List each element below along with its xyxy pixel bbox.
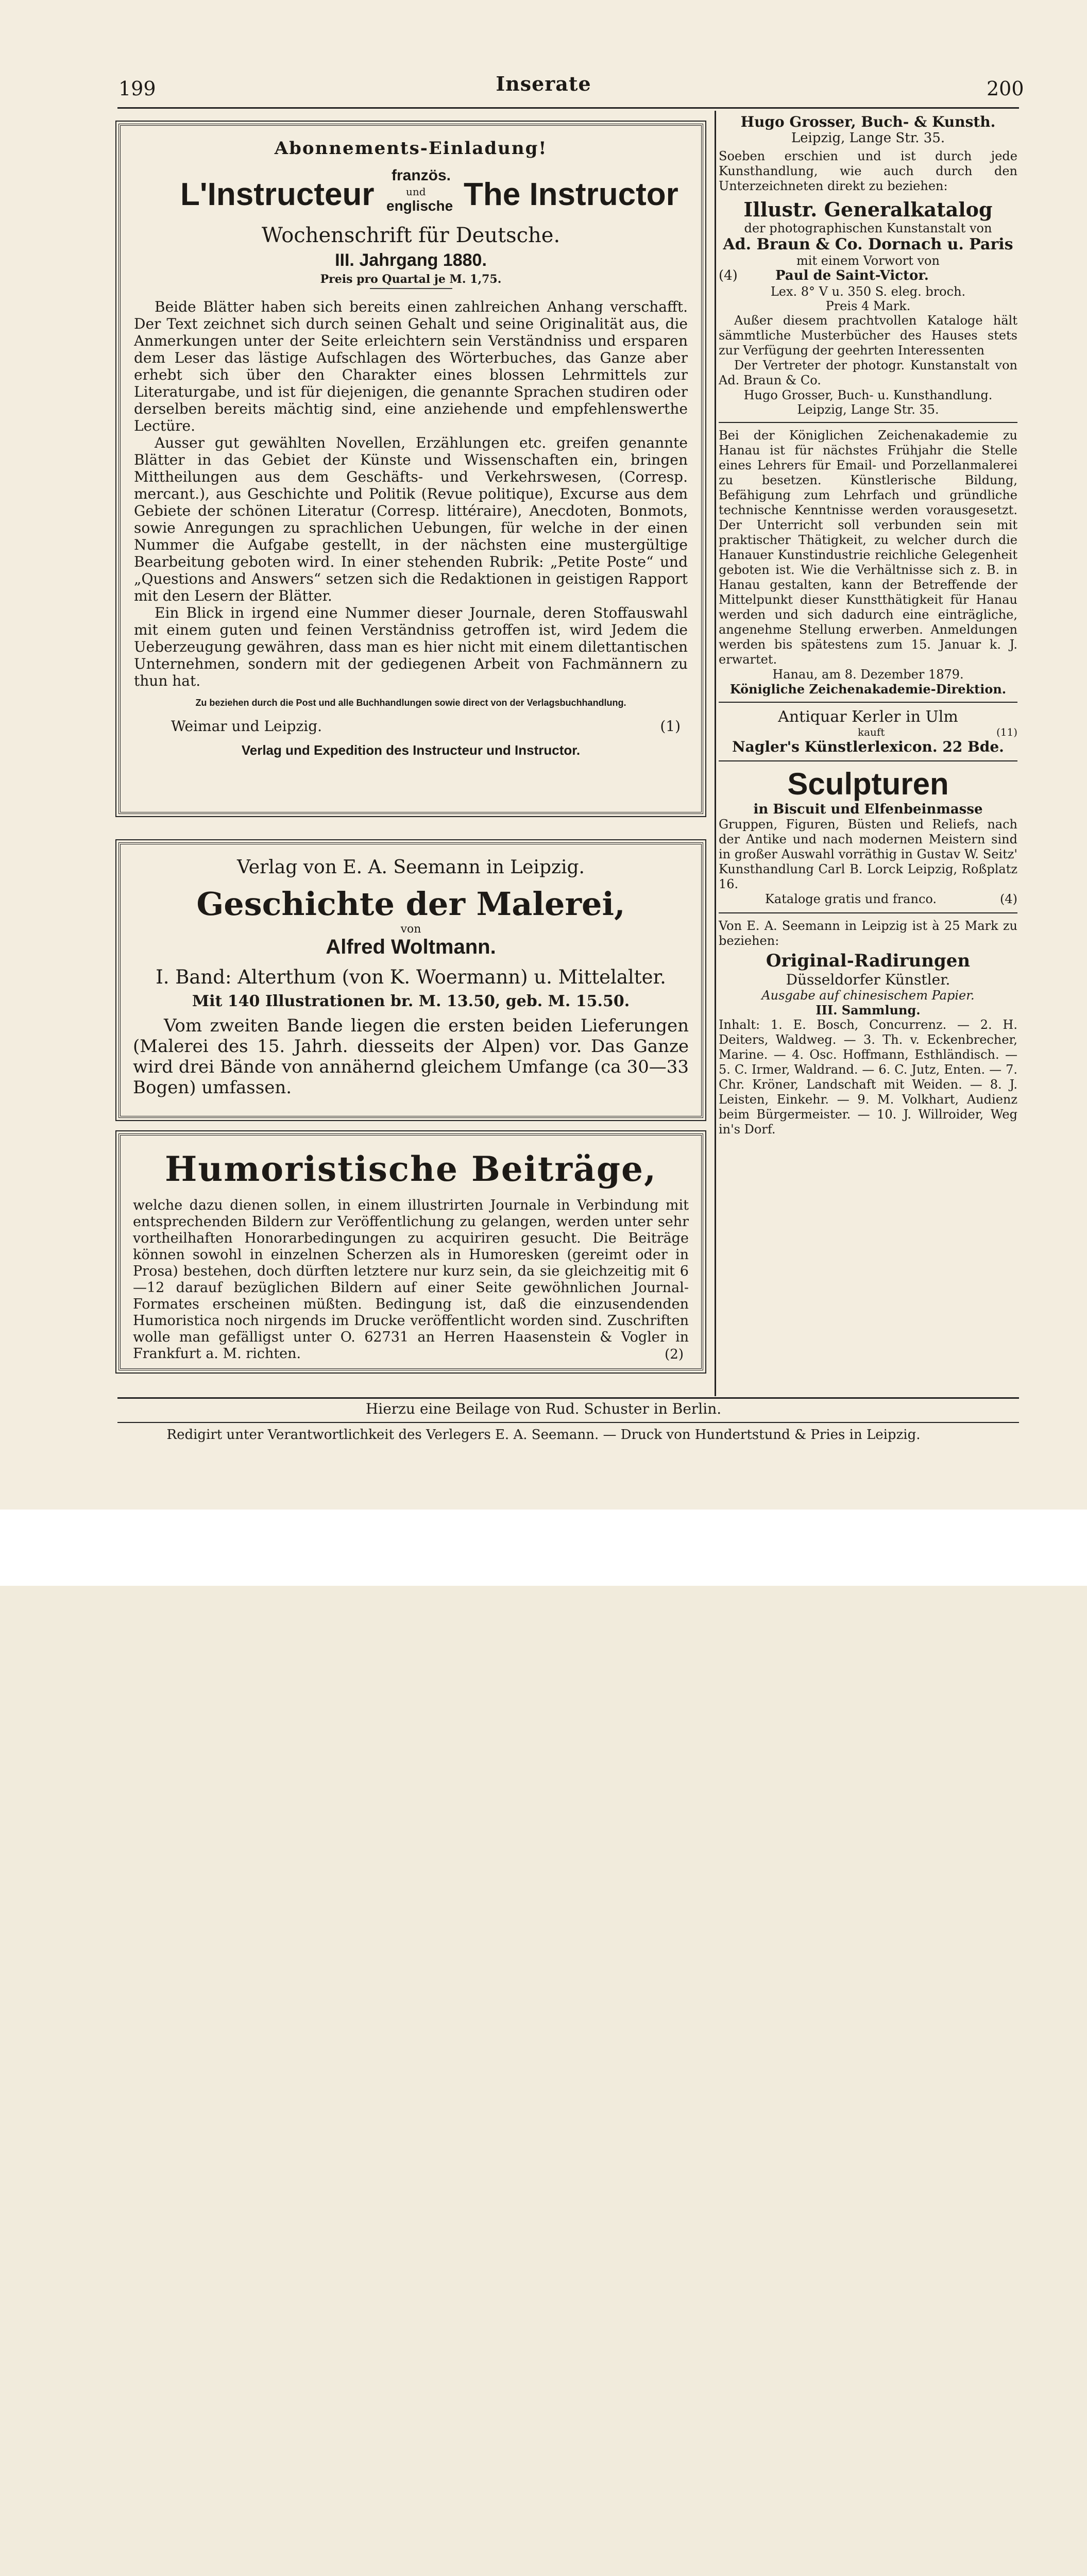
ad1-invite: Abonnements-Einladung! [274,138,548,159]
katalog-format: Lex. 8° V u. 350 S. eleg. broch. [770,284,966,299]
ad1-place-row [134,718,688,738]
ad1-title-right: The Instructor [464,177,678,212]
grosser-name: Hugo Grosser, Buch- & Kunsth. [740,113,996,130]
right-column [719,113,1017,1137]
grosser2-address: Leipzig, Lange Str. 35. [797,402,939,417]
kerler-row [719,726,1017,738]
ad1-price: Preis pro Quartal je M. 1,75. [320,273,502,286]
duesseldorfer-kuenstler: Düsseldorfer Künstler. [786,971,950,988]
ausgabe-text: Ausgabe auf chinesischem Papier. [761,988,975,1003]
header-rule [117,107,1019,109]
ad1-year: III. Jahrgang 1880. [335,250,487,270]
ausser-text: Außer diesem prachtvollen Kataloge hält sämmtliche Musterbücher des Hauses stets zur Verfügung der geehrten Interessenten [719,313,1017,358]
ad2-author: Alfred Woltmann. [326,936,496,958]
sculpturen-text: Gruppen, Figuren, Büsten und Reliefs, nach der Antike und nach modernen Meistern sind in großer Auswahl vorräthig in Gustav W. Seitz' Kunsthandlung Carl B. Lorck Leipzig, Roßplatz 16. [719,817,1017,891]
hanau-signature: Königliche Zeichenakademie-Direktion. [729,682,1007,697]
kerler-number: (11) [996,726,1017,738]
page-title: Inserate [496,72,591,95]
ad2-band: I. Band: Alterthum (von K. Woermann) u. Mittelalter. [156,966,666,988]
ad1-engl: englische [386,198,453,214]
ad1-body2: Ausser gut gewählten Novellen, Erzählungen etc. greifen genannte Blätter in das Gebiet der Künste und Wissenschaften ein, bringen Mittheilungen aus dem Geschäfts- und Verkehrswesen, (Corresp. mercant.), aus Geschichte und Politik (Revue politique), Excurse aus dem Gebiete der schönen Literatur (Corresp. littéraire), Anecdoten, Bonmots, sowie Anregungen zu sprachlichen Uebungen, für welche in der einen Nummer die Aufgabe gestellt, in der nächsten eine mustergültige Bearbeitung geboten wird. In einer stehenden Rubrik: „Petite Poste“ und „Questions and Answers“ setzen sich die Redaktionen in geistigen Rapport mit den Lesern der Blätter. [134,434,688,604]
ad3-number: (2) [665,1347,684,1362]
beilage-note: Hierzu eine Beilage von Rud. Schuster in Berlin. [365,1400,722,1417]
page-number-right: 200 [987,77,1024,100]
sculpturen-sub: in Biscuit und Elfenbeinmasse [753,802,983,817]
vorwort-number: (4) [719,268,738,283]
ad1-body3: Ein Blick in irgend eine Nummer dieser Journale, deren Stoffauswahl mit einem guten und feinen Verständniss getroffen ist, wird Jedem die Ueberzeugung gewähren, dass man es hier nicht mit einem dilettantischen Unternehmen, sondern mit der gediegenen Arbeit von Fachmännern zu thun hat. [134,604,688,689]
ad1-title-left: L'Instructeur [180,177,375,212]
ad1-place: Weimar und Leipzig. [171,718,322,735]
ad2-text: Vom zweiten Bande liegen die ersten beiden Lieferungen (Malerei des 15. Jahrh. diesseits der Alpen) vor. Das Ganze wird drei Bände von annähernd gleichem Umfange (ca 30—33 Bogen) umfassen. [133,1015,689,1098]
divider [719,422,1017,423]
vertreter-text: Der Vertreter der photogr. Kunstanstalt von Ad. Braun & Co. [719,358,1017,387]
vorwort-row [719,268,1017,284]
ad1-publisher: Verlag und Expedition des Instructeur und Instructor. [241,742,581,758]
sculpturen-number: (4) [1000,892,1017,906]
ad-humoristische-beitraege [118,1133,703,1370]
grosser2-name: Hugo Grosser, Buch- u. Kunsthandlung. [743,388,993,402]
footer-rule-2 [117,1422,1019,1423]
divider [719,702,1017,703]
kerler-kauft: kauft [858,726,885,738]
sammlung-label: III. Sammlung. [816,1003,921,1018]
ad2-verlag: Verlag von E. A. Seemann in Leipzig. [237,857,585,878]
column-divider [715,111,716,1396]
kerler-name: Antiquar Kerler in Ulm [778,708,958,726]
ad1-franz: französ. [392,167,451,184]
ad2-von: von [400,923,421,936]
ad1-title-row [134,162,688,224]
generalkatalog-sub: der photographischen Kunstanstalt von [744,221,992,235]
ad3-title: Humoristische Beiträge, [164,1149,657,1189]
inhalt-text: Inhalt: 1. E. Bosch, Concurrenz. — 2. H. Deiters, Waldweg. — 3. Th. v. Eckenbrecher, Marine. — 4. Osc. Hoffmann, Esthländisch. — 5. C. Irmer, Waldrand. — 6. C. Jutz, Enten. — 7. Chr. Kröner, Landschaft mit Weiden. — 8. J. Leisten, Einkehr. — 9. M. Volkhart, Audienz beim Bürgermeister. — 10. J. Willroider, Weg in's Dorf. [719,1018,1017,1137]
library-bar [0,1510,1087,1586]
katalog-preis: Preis 4 Mark. [825,299,911,313]
vorwort-label: mit einem Vorwort von [796,253,940,268]
sculpturen-kataloge: Kataloge gratis und franco. [765,892,937,906]
ad1-subtitle: Wochenschrift für Deutsche. [261,224,561,247]
generalkatalog-title: Illustr. Generalkatalog [743,198,993,221]
grosser-address: Leipzig, Lange Str. 35. [791,130,945,146]
vorwort-name: Paul de Saint-Victor. [775,268,929,283]
page-number-left: 199 [118,77,156,100]
nagler-title: Nagler's Künstlerlexicon. 22 Bde. [732,738,1004,755]
original-radirungen-title: Original-Radirungen [766,951,971,971]
sculpturen-title: Sculpturen [787,767,949,801]
ad2-illustrations: Mit 140 Illustrationen br. M. 13.50, geb. M. 15.50. [192,992,630,1010]
redigirt-note: Redigirt unter Verantwortlichkeit des Verlegers E. A. Seemann. — Druck von Hundertstund & Pries in Leipzig. [166,1427,921,1443]
footer-rule [117,1397,1019,1399]
ad1-und: und [406,185,426,198]
ad1-distribution: Zu beziehen durch die Post und alle Buchhandlungen sowie direct von der Verlagsbuchhandlung. [195,698,626,708]
hanau-text: Bei der Königlichen Zeichenakademie zu Hanau ist für nächstes Frühjahr die Stelle eines Lehrers für Email- und Porzellanmalerei zu besetzen. Künstlerische Bildung, Befähigung zum Lehrfach und gründliche technische Kenntnisse werden vorausgesetzt. Der Unterricht soll verbunden sein mit praktischer Thätigkeit, zu welcher durch die Hanauer Kunstindustrie reichliche Gelegenheit geboten ist. Wie die Verhältnisse sich z. B. in Hanau gestalten, kann der Betreffende der Mittelpunkt dieser Kunstthätigkeit für Hanau werden und sich dadurch eine einträgliche, angenehme Stellung erwerben. Anmeldungen werden bis spätestens zum 15. Januar k. J. erwartet. [719,428,1017,667]
grosser-text: Soeben erschien und ist durch jede Kunsthandlung, wie auch durch den Unterzeichneten direkt zu beziehen: [719,149,1017,193]
ad-geschichte-malerei [118,842,703,1118]
ad2-title: Geschichte der Malerei, [196,885,625,923]
seemann-text: Von E. A. Seemann in Leipzig ist à 25 Mark zu beziehen: [719,919,1017,948]
divider [719,912,1017,913]
ad3-text: welche dazu dienen sollen, in einem illustrirten Journale in Verbindung mit entsprechenden Bildern zur Veröffentlichung zu gelangen, werden unter sehr vortheilhaften Honorarbedingungen zu acquiriren gesucht. Die Beiträge können sowohl in einzelnen Scherzen als in Humoresken (gereimt oder in Prosa) bestehen, doch dürften letztere nur kurz sein, da sie gleichzeitig mit 6—12 darauf bezüglichen Bildern auf einer Seite gewöhnlichen Journal-Formates erscheinen müßten. Bedingung ist, daß die einzusendenden Humoristica noch nirgends im Drucke veröffentlicht worden sind. Zuschriften wolle man gefälligst unter O. 62731 an Herren Haasenstein & Vogler in Frankfurt a. M. richten. [133,1197,689,1362]
ad1-body: Beide Blätter haben sich bereits einen zahlreichen Anhang verschafft. Der Text zeichnet sich durch seinen Gehalt und seine Originalität aus, die Anmerkungen unter der Seite erleichtern sein Verständniss und ersparen dem Leser das lästige Aufschlagen des Wörterbuches, das Ganze aber erhebt sich über den Charakter eines blossen Lehrmittels zur Literaturgabe, und ist für diejenigen, die genannte Sprachen studiren oder derselben bereits mächtig sind, eine anziehende und empfehlenswerthe Lectüre. [134,298,688,434]
hanau-date: Hanau, am 8. Dezember 1879. [772,667,964,682]
ad1-ornament-rule [370,288,452,289]
divider [719,760,1017,761]
sculpturen-kat-row [719,892,1017,907]
ad-instructeur [118,124,703,814]
ad1-number: (1) [660,718,681,735]
braun-name: Ad. Braun & Co. Dornach u. Paris [723,235,1013,253]
